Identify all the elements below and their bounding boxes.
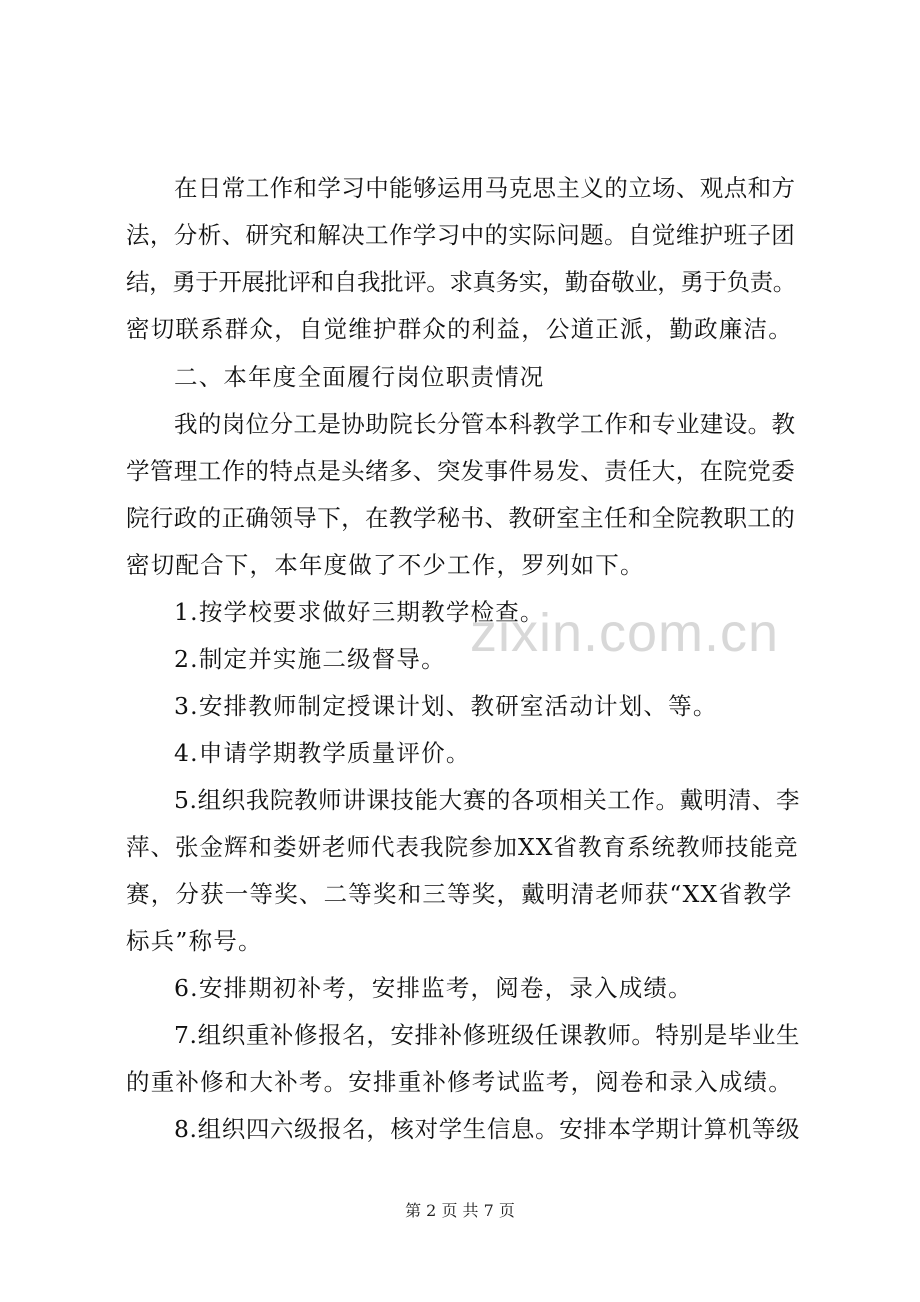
paragraph-line: 学管理工作的特点是头绪多、突发事件易发、责任大，在院党委 [126, 457, 796, 485]
paragraph-line: 标兵”称号。 [126, 927, 263, 955]
paragraph-line: 萍、张金辉和娄妍老师代表我院参加XX省教育系统教师技能竞 [126, 833, 799, 861]
paragraph-line: 法，分析、研究和解决工作学习中的实际问题。自觉维护班子团 [126, 221, 796, 249]
list-item: 2.制定并实施二级督导。 [174, 645, 446, 673]
paragraph-line: 密切配合下，本年度做了不少工作，罗列如下。 [126, 551, 645, 579]
list-item: 8.组织四六级报名，核对学生信息。安排本学期计算机等级 [174, 1115, 801, 1143]
list-item: 3.安排教师制定授课计划、教研室活动计划、等。 [174, 692, 718, 720]
watermark: zixin.com.cn [470, 603, 780, 663]
paragraph-line: 赛，分获一等奖、二等奖和三等奖，戴明清老师获“XX省教学 [126, 880, 793, 908]
page-footer: 第 2 页 共 7 页 [405, 1201, 515, 1220]
section-heading: 二、本年度全面履行岗位职责情况 [174, 363, 545, 391]
paragraph-line: 的重补修和大补考。安排重补修考试监考，阅卷和录入成绩。 [126, 1068, 793, 1096]
list-item: 6.安排期初补考，安排监考，阅卷，录入成绩。 [174, 974, 693, 1002]
list-item: 5.组织我院教师讲课技能大赛的各项相关工作。戴明清、李 [174, 786, 801, 814]
list-item: 1.按学校要求做好三期教学检查。 [174, 598, 545, 626]
paragraph-line: 结，勇于开展批评和自我批评。求真务实，勤奋敬业，勇于负责。 [126, 268, 796, 296]
paragraph-line: 院行政的正确领导下，在教学秘书、教研室主任和全院教职工的 [126, 504, 796, 532]
paragraph-line: 我的岗位分工是协助院长分管本科教学工作和专业建设。教 [174, 410, 796, 438]
list-item: 7.组织重补修报名，安排补修班级任课教师。特别是毕业生 [174, 1021, 801, 1049]
list-item: 4.申请学期教学质量评价。 [174, 739, 471, 767]
paragraph-line: 在日常工作和学习中能够运用马克思主义的立场、观点和方 [174, 174, 796, 202]
paragraph-line: 密切联系群众，自觉维护群众的利益，公道正派，勤政廉洁。 [126, 315, 793, 343]
